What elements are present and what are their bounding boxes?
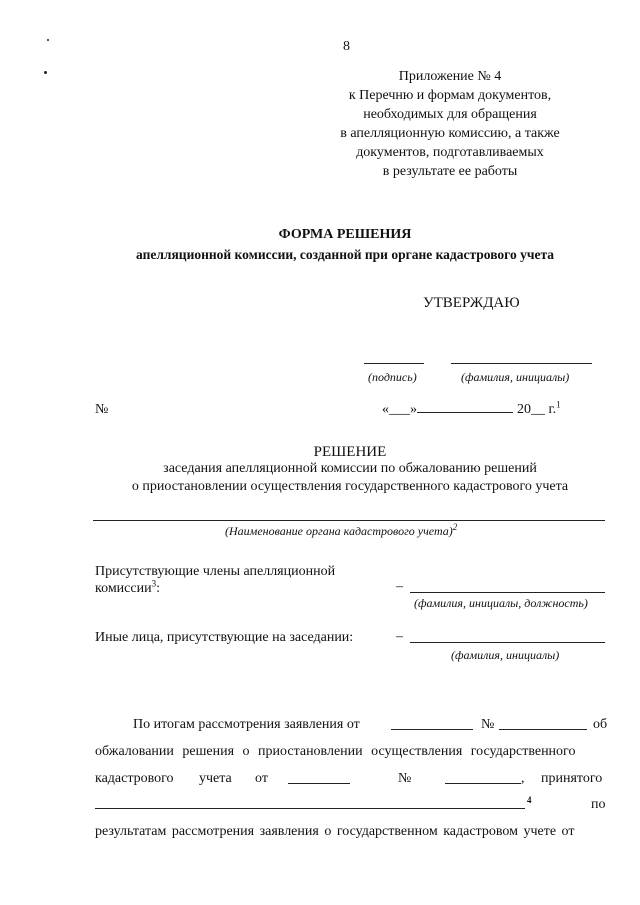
decision-number-sign: № [95,402,109,417]
appendix-line: документов, подготавливаемых [356,145,544,160]
approver-name-line[interactable] [451,363,592,364]
organ-accepted-line[interactable] [95,808,525,809]
form-title: ФОРМА РЕШЕНИЯ [278,227,412,242]
decision-subtitle-1: заседания апелляционной комиссии по обжалованию решений [163,461,537,476]
body-r1-a: По итогам рассмотрения заявления от [133,717,360,732]
date-month-line [417,400,513,413]
application-number-line[interactable] [499,729,587,730]
members-field-line[interactable] [410,592,605,593]
others-dash: – [396,629,403,644]
footnote-3: 3 [151,578,157,589]
decision-date[interactable] [382,400,561,419]
footnote-4: 4 [527,795,532,805]
decision-number-line[interactable] [445,783,521,784]
appendix-line: к Перечню и формам документов, [348,88,552,103]
date-day: «___» [382,402,417,417]
members-field-label: (фамилия, инициалы, должность) [414,596,588,610]
others-field-label: (фамилия, инициалы) [451,648,560,662]
appendix-line: Приложение № 4 [398,69,502,84]
footnote-1: 1 [556,399,561,410]
body-r4-b: по [591,797,606,812]
appendix-line: в результате ее работы [382,164,518,179]
approver-name-label: (фамилия, инициалы) [461,370,570,384]
decision-date-line[interactable] [288,783,350,784]
signature-label: (подпись) [368,370,417,384]
appendix-block [300,67,600,181]
members-label-line2: комиссии$^3$: [95,578,160,596]
body-r3-d: принятого [541,771,603,786]
signature-line[interactable] [364,363,424,364]
body-r2: обжаловании решения о приостановлении осуществления государственного [95,744,576,759]
members-dash: – [396,579,403,594]
body-r3-comma: , [521,771,525,786]
page-number: 8 [343,39,350,54]
body-r3-a: кадастрового [95,771,174,786]
appendix-line: необходимых для обращения [363,107,537,122]
organ-name-label [225,524,457,538]
body-r3-no: № [398,771,412,786]
footnote-2: 2 [452,522,458,532]
body-r3-c: от [255,771,268,786]
approve-heading: УТВЕРЖДАЮ [423,295,520,311]
members-label-line1: Присутствующие члены апелляционной [95,564,336,579]
body-r3-b: учета [199,771,232,786]
form-subtitle: апелляционной комиссии, созданной при органе кадастрового учета [136,247,554,262]
body-r1-b: об [593,717,608,732]
decision-title: РЕШЕНИЕ [313,444,387,460]
others-field-line[interactable] [410,642,605,643]
date-year: 20__ г. [517,402,557,417]
scan-mark [47,39,49,41]
organ-name-line[interactable] [93,520,605,521]
scan-mark [44,71,47,74]
others-label: Иные лица, присутствующие на заседании: [95,630,354,645]
body-r5: результатам рассмотрения заявления о государственном кадастровом учете от [95,824,575,839]
organ-name-caption: (Наименование органа кадастрового учета) [225,524,453,538]
application-date-line[interactable] [391,729,473,730]
body-r1-no: № [481,717,495,732]
appendix-line: в апелляционную комиссию, а также [340,126,560,141]
decision-subtitle-2: о приостановлении осуществления государственного кадастрового учета [131,479,569,494]
members-label [95,563,335,597]
